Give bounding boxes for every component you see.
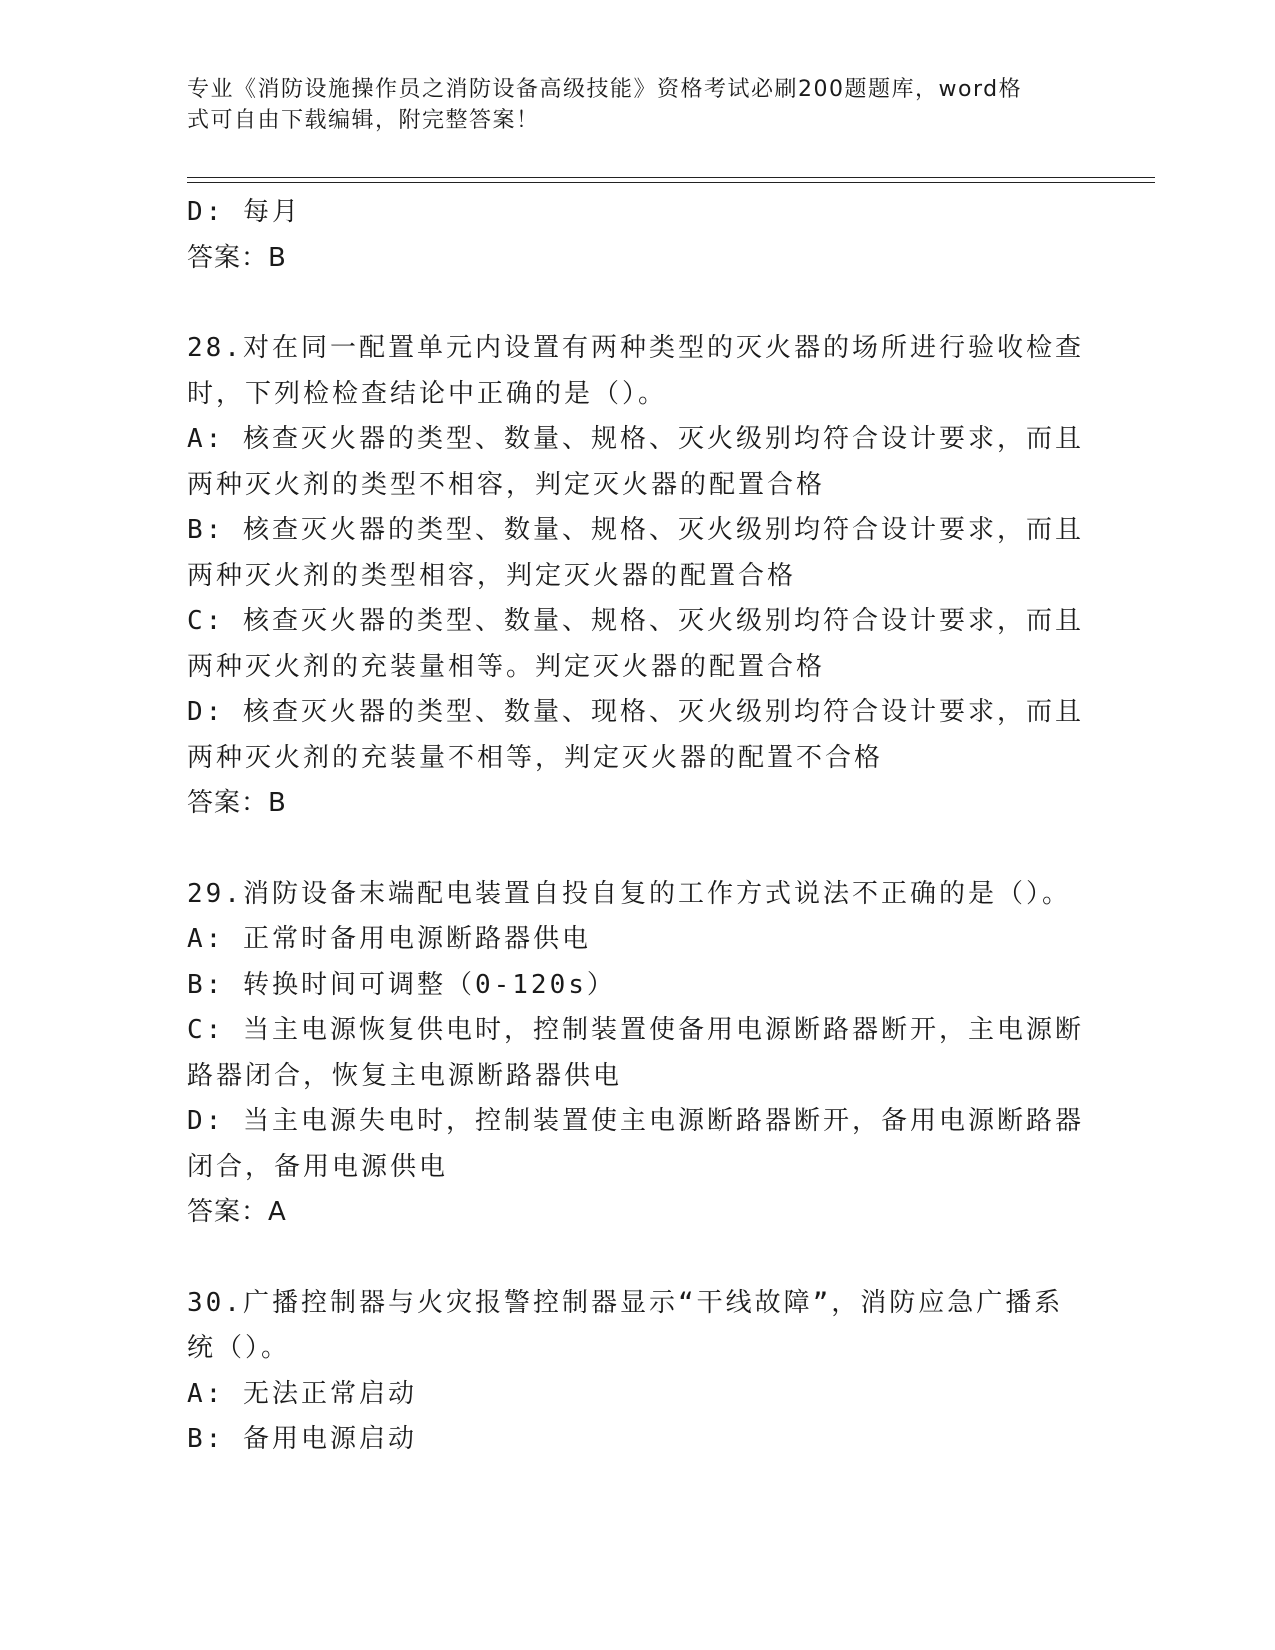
question-29 — [187, 872, 1087, 1236]
spacer — [187, 1236, 1087, 1281]
option-b: B: 转换时间可调整（0-120s） — [187, 969, 616, 1000]
option-a: A: 核查灭火器的类型、数量、规格、灭火级别均符合设计要求，而且 — [187, 424, 1084, 454]
previous-question-tail — [187, 190, 1087, 281]
header-line-2: 式可自由下载编辑，附完整答案！ — [187, 108, 540, 133]
option-d: D: 当主电源失电时，控制装置使主电源断路器断开，备用电源断路器 — [187, 1106, 1084, 1136]
question-stem: 29.消防设备末端配电装置自投自复的工作方式说法不正确的是（）。 — [187, 878, 1071, 909]
option-d: 两种灭火剂的充装量不相等，判定灭火器的配置不合格 — [187, 742, 884, 773]
option-a: 两种灭火剂的类型不相容，判定灭火器的配置合格 — [187, 469, 826, 500]
answer: 答案：B — [187, 242, 287, 273]
spacer — [187, 281, 1087, 326]
document-header — [187, 74, 1087, 136]
question-30 — [187, 1281, 1087, 1463]
option-d: 闭合，备用电源供电 — [187, 1151, 449, 1182]
question-stem: 30.广播控制器与火灾报警控制器显示“干线故障”，消防应急广播系 — [187, 1287, 1064, 1318]
option-b: B: 核查灭火器的类型、数量、规格、灭火级别均符合设计要求，而且 — [187, 515, 1084, 545]
question-content — [187, 190, 1087, 1463]
option-c: 路器闭合，恢复主电源断路器供电 — [187, 1060, 623, 1091]
option-c: C: 当主电源恢复供电时，控制装置使备用电源断路器断开，主电源断 — [187, 1015, 1084, 1045]
option-d: D: 每月 — [187, 197, 301, 227]
question-28 — [187, 326, 1087, 827]
header-divider-top — [187, 177, 1155, 178]
option-c: 两种灭火剂的充装量相等。判定灭火器的配置合格 — [187, 651, 826, 682]
option-b: B: 备用电源启动 — [187, 1424, 417, 1454]
question-stem: 统（）。 — [187, 1333, 291, 1363]
option-c: C: 核查灭火器的类型、数量、规格、灭火级别均符合设计要求，而且 — [187, 606, 1084, 636]
header-line-1: 专业《消防设施操作员之消防设备高级技能》资格考试必刷200题题库，word格 — [187, 77, 1023, 102]
spacer — [187, 827, 1087, 872]
option-d: D: 核查灭火器的类型、数量、现格、灭火级别均符合设计要求，而且 — [187, 697, 1084, 727]
option-b: 两种灭火剂的类型相容，判定灭火器的配置合格 — [187, 560, 797, 591]
answer: 答案：A — [187, 1197, 287, 1227]
option-a: A: 正常时备用电源断路器供电 — [187, 924, 591, 954]
question-stem: 28.对在同一配置单元内设置有两种类型的灭火器的场所进行验收检查 — [187, 333, 1084, 363]
answer: 答案：B — [187, 788, 287, 818]
header-divider-bottom — [187, 182, 1155, 183]
option-a: A: 无法正常启动 — [187, 1378, 417, 1409]
question-stem: 时，下列检检查结论中正确的是（）。 — [187, 378, 668, 409]
